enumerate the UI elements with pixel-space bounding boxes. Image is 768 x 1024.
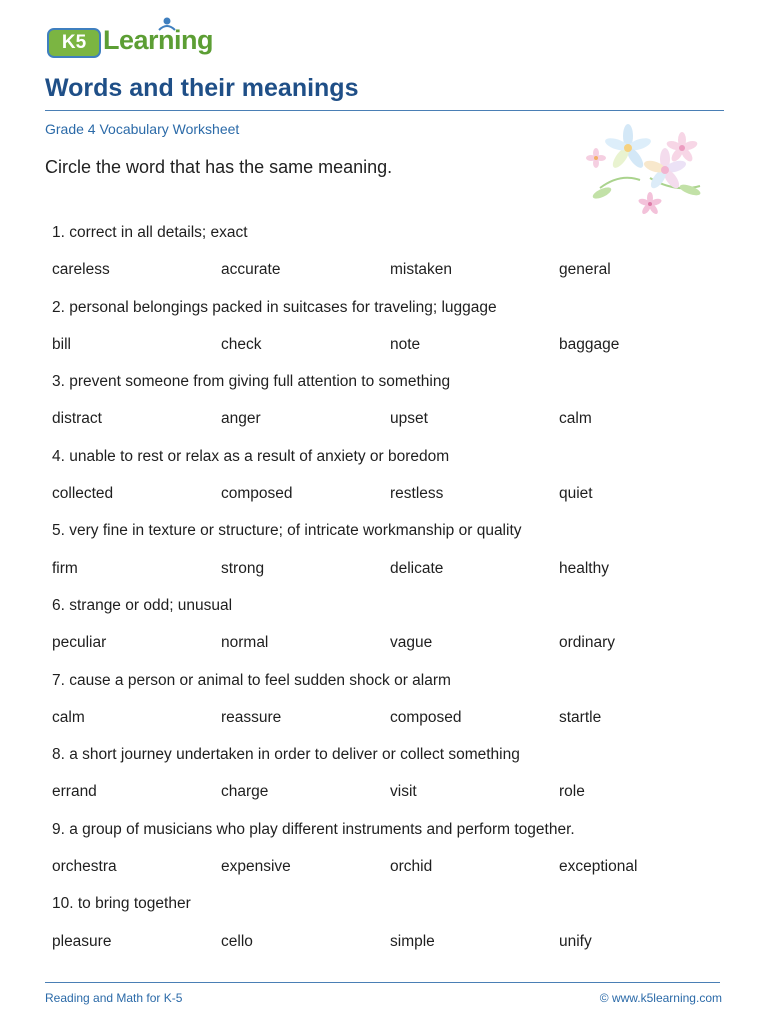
question-prompt: 9. a group of musicians who play different instruments and perform together. (52, 820, 575, 838)
answer-options (52, 708, 732, 745)
question-prompt: 6. strange or odd; unusual (52, 596, 233, 614)
answer-options (52, 857, 732, 894)
answer-option[interactable]: restless (390, 485, 444, 503)
answer-option[interactable]: ordinary (559, 634, 615, 652)
answer-options (52, 932, 732, 969)
question-prompt: 5. very fine in texture or structure; of intricate workmanship or quality (52, 522, 522, 540)
answer-option[interactable]: charge (221, 783, 269, 801)
answer-option[interactable]: baggage (559, 335, 620, 353)
answer-option[interactable]: reassure (221, 708, 282, 726)
answer-options (52, 260, 732, 297)
flowers-illustration (580, 118, 710, 220)
answer-options (52, 782, 732, 819)
answer-option[interactable]: healthy (559, 559, 609, 577)
answer-option[interactable]: expensive (221, 858, 291, 876)
answer-option[interactable]: note (390, 335, 421, 353)
answer-option[interactable]: anger (221, 410, 261, 428)
answer-option[interactable]: cello (221, 932, 253, 950)
answer-options (52, 484, 732, 521)
answer-option[interactable]: distract (52, 410, 102, 428)
answer-option[interactable]: unify (559, 932, 592, 950)
question-prompt: 4. unable to rest or relax as a result of anxiety or boredom (52, 447, 450, 465)
logo-figure-icon (157, 16, 177, 32)
page-title: Words and their meanings (45, 74, 359, 102)
logo-wordmark: Learning (103, 25, 214, 55)
question-prompt: 7. cause a person or animal to feel sudden shock or alarm (52, 671, 451, 689)
question-prompt: 10. to bring together (52, 895, 191, 913)
answer-option[interactable]: simple (390, 932, 435, 950)
answer-option[interactable]: pleasure (52, 932, 112, 950)
answer-options (52, 633, 732, 670)
answer-options (52, 559, 732, 596)
answer-option[interactable]: errand (52, 783, 97, 801)
answer-option[interactable]: careless (52, 261, 110, 279)
answer-option[interactable]: firm (52, 559, 78, 577)
answer-option[interactable]: orchestra (52, 858, 117, 876)
answer-option[interactable]: exceptional (559, 858, 638, 876)
answer-option[interactable]: bill (52, 335, 71, 353)
answer-option[interactable]: strong (221, 559, 265, 577)
answer-option[interactable]: composed (221, 485, 293, 503)
answer-option[interactable]: mistaken (390, 261, 453, 279)
answer-options (52, 409, 732, 446)
k5-learning-logo (47, 16, 217, 58)
instruction-text: Circle the word that has the same meaning. (45, 157, 393, 177)
worksheet-subtitle: Grade 4 Vocabulary Worksheet (45, 121, 240, 137)
answer-options (52, 335, 732, 372)
footer-tagline: Reading and Math for K-5 (45, 991, 183, 1005)
answer-option[interactable]: role (559, 783, 585, 801)
footer-divider (45, 982, 720, 983)
answer-option[interactable]: calm (559, 410, 592, 428)
answer-option[interactable]: collected (52, 485, 114, 503)
answer-option[interactable]: delicate (390, 559, 444, 577)
answer-option[interactable]: general (559, 261, 611, 279)
question-prompt: 3. prevent someone from giving full attention to something (52, 373, 451, 391)
answer-option[interactable]: quiet (559, 485, 593, 503)
question-prompt: 2. personal belongings packed in suitcases for traveling; luggage (52, 298, 497, 316)
logo-badge: K5 (47, 28, 101, 58)
answer-option[interactable]: accurate (221, 261, 281, 279)
question-prompt: 8. a short journey undertaken in order to deliver or collect something (52, 746, 520, 764)
answer-option[interactable]: upset (390, 410, 428, 428)
answer-option[interactable]: startle (559, 708, 602, 726)
answer-option[interactable]: orchid (390, 858, 433, 876)
answer-option[interactable]: composed (390, 708, 462, 726)
answer-option[interactable]: visit (390, 783, 417, 801)
title-divider (45, 110, 724, 111)
answer-option[interactable]: vague (390, 634, 433, 652)
footer-copyright: © www.k5learning.com (599, 991, 722, 1005)
answer-option[interactable]: check (221, 335, 262, 353)
question-prompt: 1. correct in all details; exact (52, 224, 248, 241)
answer-option[interactable]: normal (221, 634, 269, 652)
question-list (52, 223, 732, 969)
answer-option[interactable]: peculiar (52, 634, 107, 652)
answer-option[interactable]: calm (52, 708, 85, 726)
